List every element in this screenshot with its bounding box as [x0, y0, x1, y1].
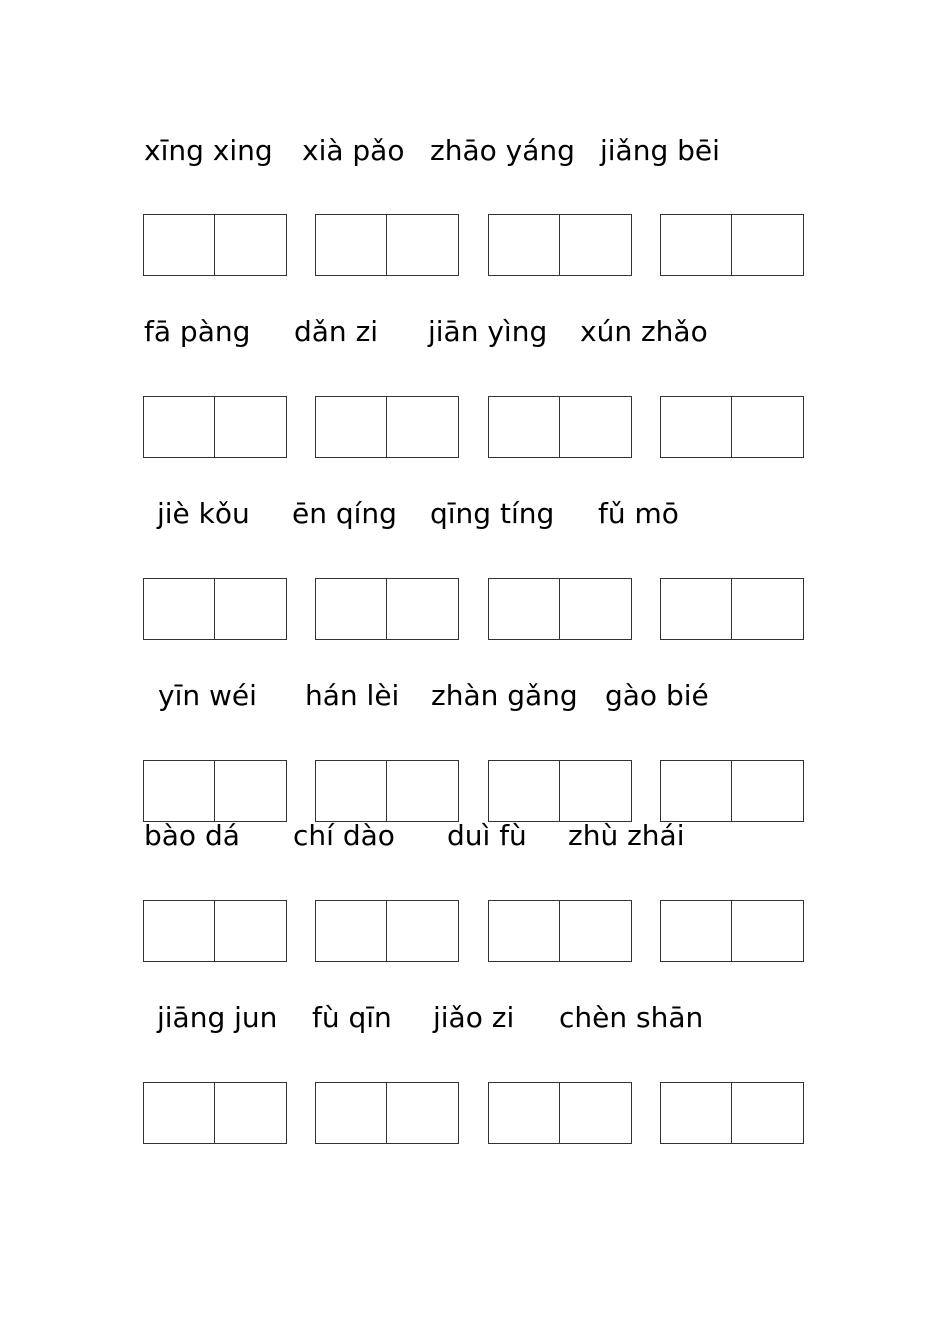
character-box[interactable]	[488, 578, 560, 640]
answer-boxes[interactable]	[660, 214, 804, 276]
character-box[interactable]	[143, 900, 215, 962]
character-box[interactable]	[560, 578, 632, 640]
pinyin-word: hán lèi	[305, 679, 400, 712]
character-box[interactable]	[143, 760, 215, 822]
character-box[interactable]	[660, 396, 732, 458]
character-box[interactable]	[732, 760, 804, 822]
character-box[interactable]	[315, 214, 387, 276]
answer-boxes[interactable]	[315, 214, 459, 276]
character-box[interactable]	[387, 578, 459, 640]
answer-boxes[interactable]	[315, 1082, 459, 1144]
character-box[interactable]	[143, 396, 215, 458]
answer-boxes[interactable]	[315, 396, 459, 458]
pinyin-word: xià pǎo	[302, 134, 405, 167]
pinyin-word: xīng xing	[144, 134, 273, 167]
pinyin-word: fā pàng	[144, 315, 251, 348]
pinyin-word: zhù zhái	[568, 819, 685, 852]
character-box[interactable]	[215, 396, 287, 458]
character-box[interactable]	[215, 1082, 287, 1144]
character-box[interactable]	[560, 760, 632, 822]
pinyin-word: gào bié	[605, 679, 709, 712]
answer-boxes[interactable]	[143, 1082, 287, 1144]
character-box[interactable]	[315, 578, 387, 640]
answer-boxes[interactable]	[143, 900, 287, 962]
character-box[interactable]	[387, 396, 459, 458]
character-box[interactable]	[732, 1082, 804, 1144]
answer-boxes[interactable]	[488, 396, 632, 458]
character-box[interactable]	[660, 578, 732, 640]
character-box[interactable]	[215, 900, 287, 962]
character-box[interactable]	[660, 900, 732, 962]
character-box[interactable]	[488, 396, 560, 458]
character-box[interactable]	[732, 900, 804, 962]
character-box[interactable]	[660, 214, 732, 276]
answer-boxes[interactable]	[315, 900, 459, 962]
character-box[interactable]	[732, 396, 804, 458]
character-box[interactable]	[560, 1082, 632, 1144]
pinyin-word: jiǎo zi	[433, 1001, 515, 1034]
character-box[interactable]	[560, 214, 632, 276]
answer-boxes[interactable]	[143, 396, 287, 458]
answer-boxes[interactable]	[488, 760, 632, 822]
answer-boxes[interactable]	[488, 900, 632, 962]
answer-boxes[interactable]	[660, 760, 804, 822]
answer-boxes[interactable]	[660, 900, 804, 962]
answer-boxes[interactable]	[143, 760, 287, 822]
character-box[interactable]	[215, 760, 287, 822]
pinyin-word: yīn wéi	[158, 679, 257, 712]
character-box[interactable]	[488, 900, 560, 962]
pinyin-word: fǔ mō	[598, 497, 679, 530]
character-box[interactable]	[387, 760, 459, 822]
pinyin-word: jiè kǒu	[157, 497, 250, 530]
character-box[interactable]	[215, 578, 287, 640]
character-box[interactable]	[315, 900, 387, 962]
character-box[interactable]	[732, 214, 804, 276]
pinyin-word: jiǎng bēi	[600, 134, 720, 167]
answer-boxes[interactable]	[143, 214, 287, 276]
answer-boxes[interactable]	[315, 578, 459, 640]
answer-boxes[interactable]	[660, 578, 804, 640]
character-box[interactable]	[143, 214, 215, 276]
character-box[interactable]	[387, 900, 459, 962]
answer-boxes[interactable]	[143, 578, 287, 640]
answer-boxes[interactable]	[660, 1082, 804, 1144]
pinyin-word: ēn qíng	[292, 497, 397, 530]
character-box[interactable]	[732, 578, 804, 640]
character-box[interactable]	[488, 760, 560, 822]
character-box[interactable]	[660, 760, 732, 822]
answer-boxes[interactable]	[488, 214, 632, 276]
character-box[interactable]	[315, 760, 387, 822]
character-box[interactable]	[488, 214, 560, 276]
pinyin-word: chí dào	[293, 819, 395, 852]
character-box[interactable]	[315, 396, 387, 458]
answer-boxes[interactable]	[488, 578, 632, 640]
character-box[interactable]	[660, 1082, 732, 1144]
pinyin-word: duì fù	[447, 819, 527, 852]
pinyin-word: chèn shān	[559, 1001, 704, 1034]
character-box[interactable]	[315, 1082, 387, 1144]
character-box[interactable]	[560, 396, 632, 458]
character-box[interactable]	[215, 214, 287, 276]
answer-boxes[interactable]	[488, 1082, 632, 1144]
pinyin-word: fù qīn	[312, 1001, 392, 1034]
character-box[interactable]	[560, 900, 632, 962]
character-box[interactable]	[143, 1082, 215, 1144]
character-box[interactable]	[143, 578, 215, 640]
pinyin-word: dǎn zi	[294, 315, 379, 348]
pinyin-word: jiāng jun	[157, 1001, 278, 1034]
pinyin-word: jiān yìng	[428, 315, 548, 348]
pinyin-word: zhāo yáng	[430, 134, 575, 167]
character-box[interactable]	[387, 1082, 459, 1144]
pinyin-word: qīng tíng	[430, 497, 555, 530]
answer-boxes[interactable]	[315, 760, 459, 822]
pinyin-word: bào dá	[144, 819, 240, 852]
character-box[interactable]	[488, 1082, 560, 1144]
pinyin-word: xún zhǎo	[580, 315, 708, 348]
pinyin-word: zhàn gǎng	[431, 679, 578, 712]
answer-boxes[interactable]	[660, 396, 804, 458]
character-box[interactable]	[387, 214, 459, 276]
